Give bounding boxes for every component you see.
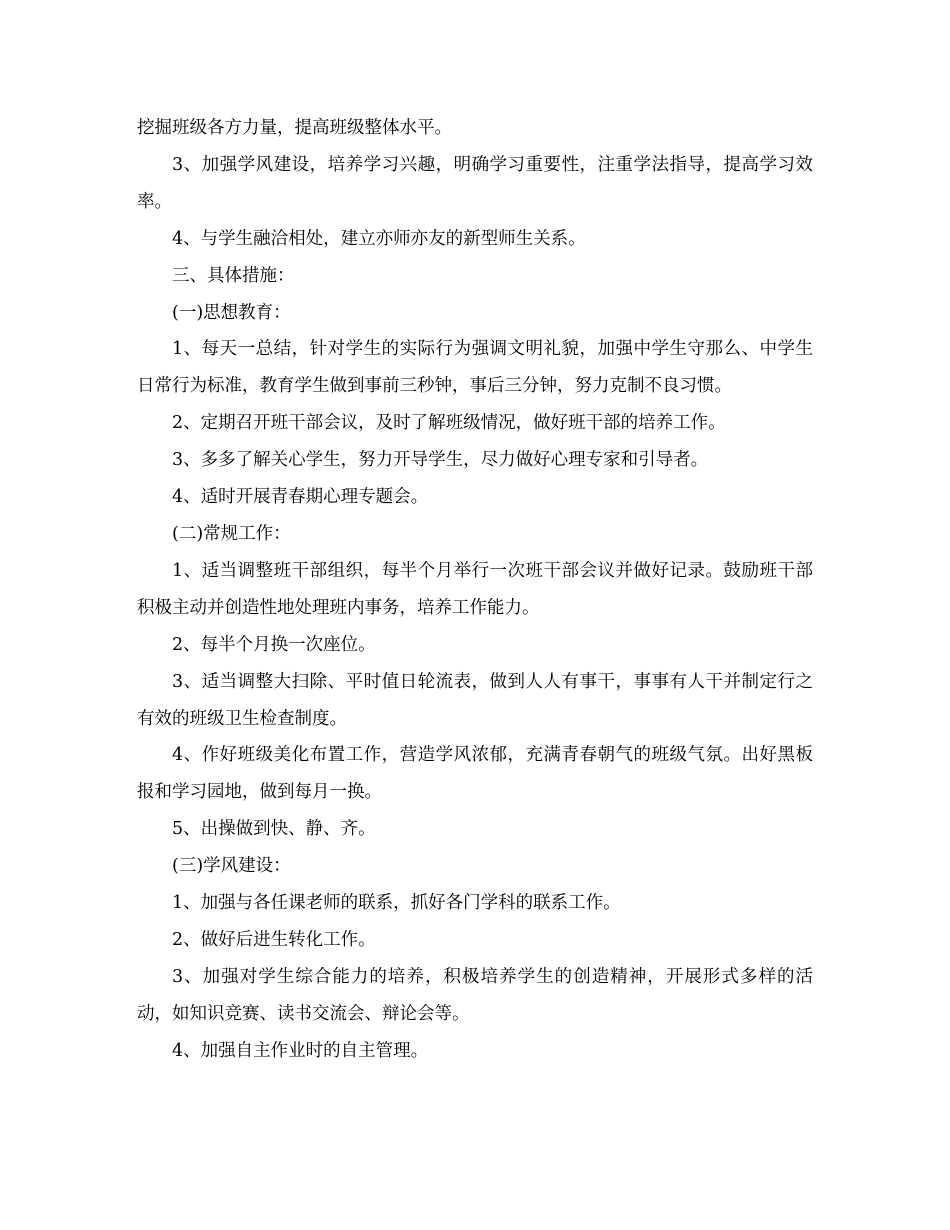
subsection-heading-study: (三)学风建设： (172, 856, 291, 877)
paragraph-ideology-1: 1、每天一总结，针对学生的实际行为强调文明礼貌，加强中学生守那么、中学生日常行为标准，教育学生做到事前三秒钟，事后三分钟，努力克制不良习惯。 (137, 339, 813, 397)
paragraph-routine-4: 4、作好班级美化布置工作，营造学风浓郁，充满青春朝气的班级气氛。出好黑板报和学习园地，做到每月一换。 (137, 745, 813, 803)
paragraph-goal-4: 4、与学生融洽相处，建立亦师亦友的新型师生关系。 (172, 228, 586, 249)
subsection-heading-routine: (二)常规工作： (172, 523, 291, 544)
section-heading-measures: 三、具体措施： (172, 265, 295, 286)
paragraph-routine-1: 1、适当调整班干部组织，每半个月举行一次班干部会议并做好记录。鼓励班干部积极主动并创造性地处理班内事务，培养工作能力。 (137, 560, 813, 618)
paragraph-routine-5: 5、出操做到快、静、齐。 (172, 819, 376, 840)
paragraph-study-4: 4、加强自主作业时的自主管理。 (172, 1040, 429, 1061)
paragraph-continuation: 挖掘班级各方力量，提高班级整体水平。 (137, 118, 452, 138)
paragraph-routine-2: 2、每半个月换一次座位。 (172, 634, 376, 655)
paragraph-ideology-3: 3、多多了解关心学生，努力开导学生，尽力做好心理专家和引导者。 (172, 450, 709, 471)
paragraph-study-3: 3、加强对学生综合能力的培养，积极培养学生的创造精神，开展形式多样的活动，如知识竞赛、读书交流会、辩论会等。 (137, 966, 813, 1024)
paragraph-study-2: 2、做好后进生转化工作。 (172, 929, 376, 950)
document-body (137, 110, 813, 1070)
subsection-heading-ideology: (一)思想教育： (172, 302, 291, 323)
paragraph-routine-3: 3、适当调整大扫除、平时值日轮流表，做到人人有事干，事事有人干并制定行之有效的班级卫生检查制度。 (137, 671, 813, 729)
paragraph-study-1: 1、加强与各任课老师的联系，抓好各门学科的联系工作。 (172, 893, 621, 914)
paragraph-goal-3: 3、加强学风建设，培养学习兴趣，明确学习重要性，注重学法指导，提高学习效率。 (137, 154, 813, 212)
paragraph-ideology-2: 2、定期召开班干部会议，及时了解班级情况，做好班干部的培养工作。 (172, 413, 726, 434)
paragraph-ideology-4: 4、适时开展青春期心理专题会。 (172, 487, 429, 508)
